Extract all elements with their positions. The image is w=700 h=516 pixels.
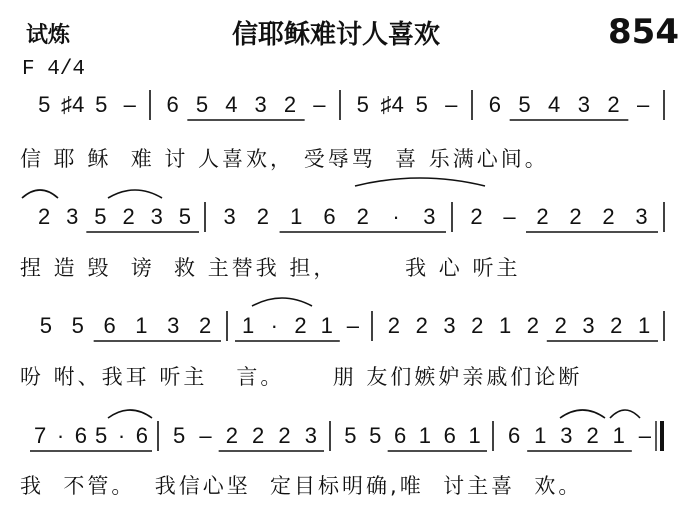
lyric-line-2: 捏 造 毁 谤 救 主替我 担， 我 心 听主 — [20, 256, 521, 280]
note-dot: · — [56, 423, 65, 448]
note-digit: 1 — [241, 313, 255, 338]
note-digit: 2 — [536, 204, 549, 229]
note-digit: 5 — [39, 313, 53, 338]
note-digit: 3 — [254, 92, 267, 117]
note-digit: 1 — [418, 423, 432, 448]
note-digit: 6 — [166, 92, 179, 117]
note-digit: 3 — [443, 313, 456, 338]
key-signature: F 4/4 — [22, 58, 86, 81]
note-digit: 2 — [607, 92, 620, 117]
note-digit: 2 — [387, 313, 401, 338]
note-digit: 1 — [637, 313, 651, 338]
lyric-line-1: 信 耶 稣 难 讨 人喜欢， 受辱骂 喜 乐满心间。 — [20, 147, 549, 171]
note-digit: 5 — [94, 204, 107, 229]
slur-arc — [610, 410, 640, 418]
lyric-line-4: 我 不管。 我信心坚 定目标明确,唯 讨主喜 欢。 — [20, 474, 583, 498]
note-digit: 3 — [150, 204, 163, 229]
note-digit: 3 — [582, 313, 595, 338]
lyric-line-3: 吩 咐、我耳 听主 言。 朋 友们嫉妒亲戚们论断 — [20, 365, 583, 389]
slur-arc — [22, 190, 58, 198]
note-dot: · — [392, 204, 400, 229]
note-digit: 5 — [195, 92, 209, 117]
note-digit: 6 — [103, 313, 116, 338]
note-dot: · — [117, 423, 126, 448]
note-dash: – — [637, 92, 650, 117]
note-digit: ♯4 — [61, 92, 85, 117]
note-digit: 3 — [423, 204, 436, 229]
note-digit: 2 — [278, 423, 291, 448]
hymn-number: 854 — [608, 12, 679, 52]
note-digit: 1 — [534, 423, 547, 448]
note-digit: 2 — [602, 204, 615, 229]
note-dash: – — [445, 92, 458, 117]
note-digit: 2 — [415, 313, 428, 338]
note-digit: 5 — [178, 204, 192, 229]
note-digit: 1 — [612, 423, 625, 448]
note-digit: 2 — [554, 313, 567, 338]
note-digit: 6 — [488, 92, 501, 117]
note-digit: 2 — [198, 313, 212, 338]
note-dash: – — [346, 313, 360, 338]
note-dash: – — [638, 423, 652, 448]
note-digit: 1 — [290, 204, 303, 229]
note-digit: 6 — [323, 204, 336, 229]
note-digit: 2 — [122, 204, 135, 229]
note-digit: 3 — [304, 423, 317, 448]
note-dot: · — [270, 313, 278, 338]
note-digit: 2 — [225, 423, 238, 448]
note-digit: 6 — [443, 423, 456, 448]
note-digit: 2 — [256, 204, 270, 229]
note-digit: 2 — [356, 204, 369, 229]
note-digit: 2 — [586, 423, 599, 448]
note-digit: 5 — [38, 92, 51, 117]
note-digit: 3 — [577, 92, 590, 117]
note-digit: 2 — [526, 313, 540, 338]
note-digit: 5 — [71, 313, 84, 338]
note-digit: 5 — [369, 423, 382, 448]
note-digit: 5 — [344, 423, 357, 448]
note-digit: 6 — [74, 423, 87, 448]
note-dash: – — [123, 92, 136, 117]
note-digit: 1 — [498, 313, 512, 338]
note-digit: 2 — [471, 313, 484, 338]
slur-arc — [355, 178, 485, 186]
note-digit: 6 — [507, 423, 521, 448]
note-dash: – — [313, 92, 326, 117]
note-digit: 2 — [470, 204, 483, 229]
note-digit: 6 — [135, 423, 148, 448]
note-digit: 3 — [167, 313, 180, 338]
note-dash: – — [503, 204, 516, 229]
note-digit: 3 — [560, 423, 573, 448]
note-digit: 5 — [95, 423, 108, 448]
note-digit: 7 — [34, 423, 47, 448]
note-digit: 5 — [415, 92, 428, 117]
note-digit: 4 — [225, 92, 238, 117]
note-digit: ♯4 — [380, 92, 404, 117]
note-digit: 1 — [135, 313, 148, 338]
note-digit: 5 — [95, 92, 108, 117]
hymn-category-label: 试炼 — [26, 23, 71, 48]
note-digit: 2 — [294, 313, 307, 338]
note-digit: 4 — [548, 92, 561, 117]
note-digit: 3 — [223, 204, 236, 229]
note-digit: 2 — [610, 313, 623, 338]
note-digit: 3 — [635, 204, 648, 229]
slur-arc — [560, 410, 605, 418]
note-digit: 2 — [252, 423, 265, 448]
note-digit: 3 — [66, 204, 79, 229]
note-digit: 2 — [283, 92, 297, 117]
slur-arc — [108, 190, 162, 198]
note-dash: – — [199, 423, 212, 448]
note-digit: 1 — [320, 313, 333, 338]
slur-arc — [108, 410, 152, 418]
note-digit: 2 — [37, 204, 51, 229]
note-digit: 6 — [393, 423, 407, 448]
hymn-title: 信耶稣难讨人喜欢 — [232, 20, 441, 50]
note-digit: 5 — [173, 423, 186, 448]
note-digit: 5 — [356, 92, 369, 117]
note-digit: 1 — [468, 423, 481, 448]
note-digit: 2 — [569, 204, 582, 229]
note-digit: 5 — [518, 92, 531, 117]
slur-arc — [252, 298, 312, 306]
